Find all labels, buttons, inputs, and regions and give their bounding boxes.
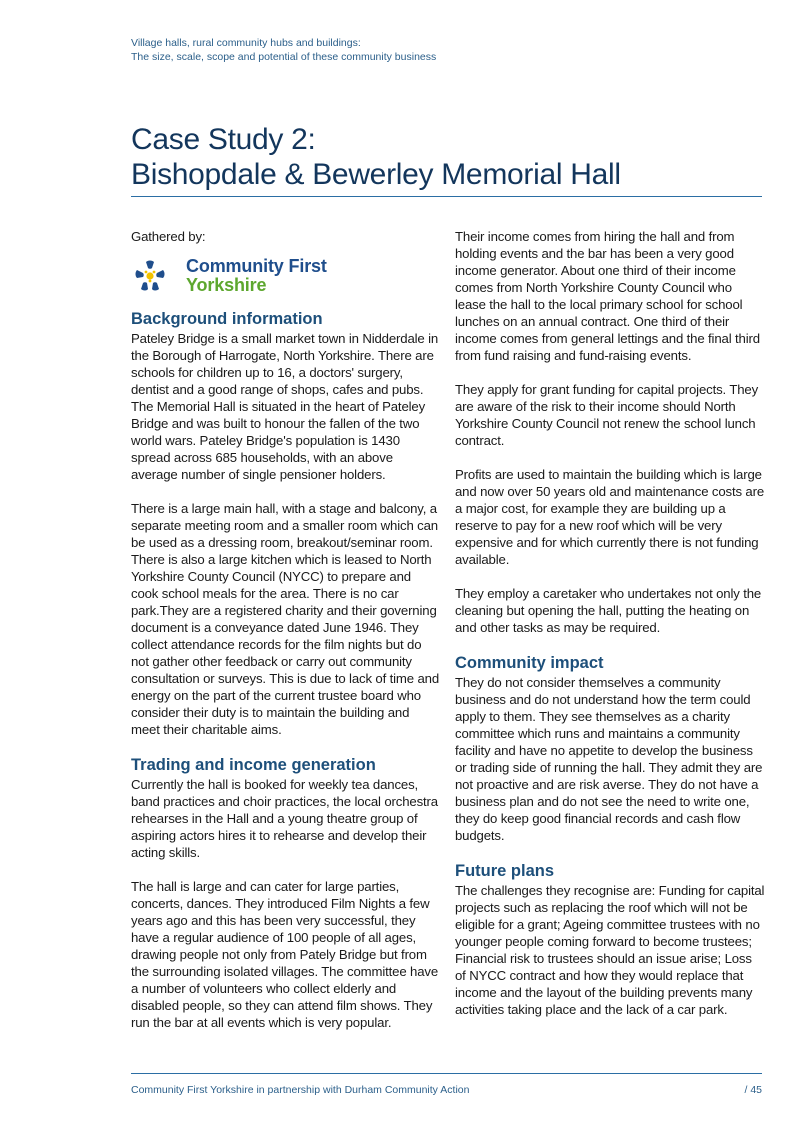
footer-credit: Community First Yorkshire in partnership with Durham Community Action — [131, 1084, 470, 1096]
page-number: / 45 — [744, 1084, 762, 1096]
trading-paragraph-1: Currently the hall is booked for weekly tea dances, band practices and choir practices, the local orchestra rehearses in the Hall and a young theatre group of aspiring actors hires it to rehearse and develop their acting skills. — [131, 777, 438, 860]
trading-paragraph-2: The hall is large and can cater for large parties, concerts, dances. They introduced Film Nights a few years ago and this has been very successful, they have a regular audience of 100 people of all ages, drawing people not only from Pately Bridge but from the surrounding isolated villages. The committee have a number of volunteers who collect elderly and disabled people, so they can attend film shows. They run the bar at all events which is very popular. — [131, 879, 439, 1030]
running-header-line1: Village halls, rural community hubs and buildings: — [131, 37, 361, 49]
logo-line1: Community First — [186, 256, 327, 276]
title-divider — [131, 196, 762, 197]
grant-funding-paragraph: They apply for grant funding for capital projects. They are aware of the risk to their income should North Yorkshire County Council not renew the school lunch contract. — [455, 382, 759, 448]
future-plans-paragraph: The challenges they recognise are: Funding for capital projects such as replacing the roof which will not be eligible for a grant; Ageing committee trustees with no younger people coming forward to become trustees; Financial risk to trustees should an issue arise; Loss of NYCC contract and how they would replace that income and the layout of the building prevents many activities taking place and the lack of a car park. — [455, 883, 765, 1017]
left-column — [131, 228, 441, 1048]
gathered-by-label: Gathered by: — [131, 229, 206, 244]
trading-heading: Trading and income generation — [131, 756, 376, 774]
background-paragraph-1: Pateley Bridge is a small market town in Nidderdale in the Borough of Harrogate, North Yorkshire. There are schools for children up to 16, a doctors' surgery, dentist and a good range of shops, cafes and pubs. The Memorial Hall is situated in the heart of Pateley Bridge and was built to honour the fallen of the two world wars. Pateley Bridge's population is 1430 spread across 685 households, with an above average number of single pensioner holders. — [131, 331, 439, 482]
page-title-line1: Case Study 2: — [131, 123, 316, 156]
background-heading: Background information — [131, 310, 323, 328]
page-title — [131, 122, 771, 192]
logo-line2: Yorkshire — [186, 275, 267, 295]
caretaker-paragraph: They employ a caretaker who undertakes not only the cleaning but opening the hall, putting the heating on and other tasks as may be required. — [455, 586, 762, 635]
footer-divider — [131, 1073, 762, 1074]
profits-paragraph: Profits are used to maintain the building which is large and now over 50 years old and maintenance costs are a major cost, for example they are building up a reserve to pay for a new roof which will be very expensive and for which currently there is not funding available. — [455, 467, 765, 567]
running-header-line2: The size, scale, scope and potential of these community business — [131, 51, 437, 63]
future-plans-heading: Future plans — [455, 862, 555, 880]
community-first-yorkshire-logo — [131, 253, 441, 299]
rose-emblem-icon — [132, 258, 168, 294]
right-column — [455, 228, 765, 1035]
running-header — [131, 36, 691, 64]
page-title-line2: Bishopdale & Bewerley Memorial Hall — [131, 158, 621, 191]
income-paragraph: Their income comes from hiring the hall and from holding events and the bar has been a very good income generator. About one third of their income comes from North Yorkshire County Council who lease the hall to the local primary school for school lunches on an annual contract. One third of their income comes from general lettings and the final third from fund raising and fund-raising events. — [455, 229, 760, 363]
community-impact-paragraph: They do not consider themselves a community business and do not understand how the term could apply to them. They see themselves as a charity committee which runs and maintains a community facility and have no appetite to develop the business or trading side of running the hall. They admit they are not proactive and are risk averse. They do not have a business plan and do not see the need to write one, they do keep good financial records and cash flow budgets. — [455, 675, 763, 843]
background-paragraph-2: There is a large main hall, with a stage and balcony, a separate meeting room and a smaller room which can be used as a dressing room, breakout/seminar room. There is also a large kitchen which is leased to North Yorkshire County Council (NYCC) to prepare and cook school meals for the area. There is no car park.They are a registered charity and their governing document is a conveyance dated June 1946. They collect attendance records for the film nights but do not gather other feedback or carry out community consultation or surveys. This is due to lack of time and energy on the part of the current trustee board who consider their duty is to maintain the building and meet their charitable aims. — [131, 501, 440, 737]
community-impact-heading: Community impact — [455, 654, 604, 672]
logo-wordmark — [186, 257, 327, 295]
